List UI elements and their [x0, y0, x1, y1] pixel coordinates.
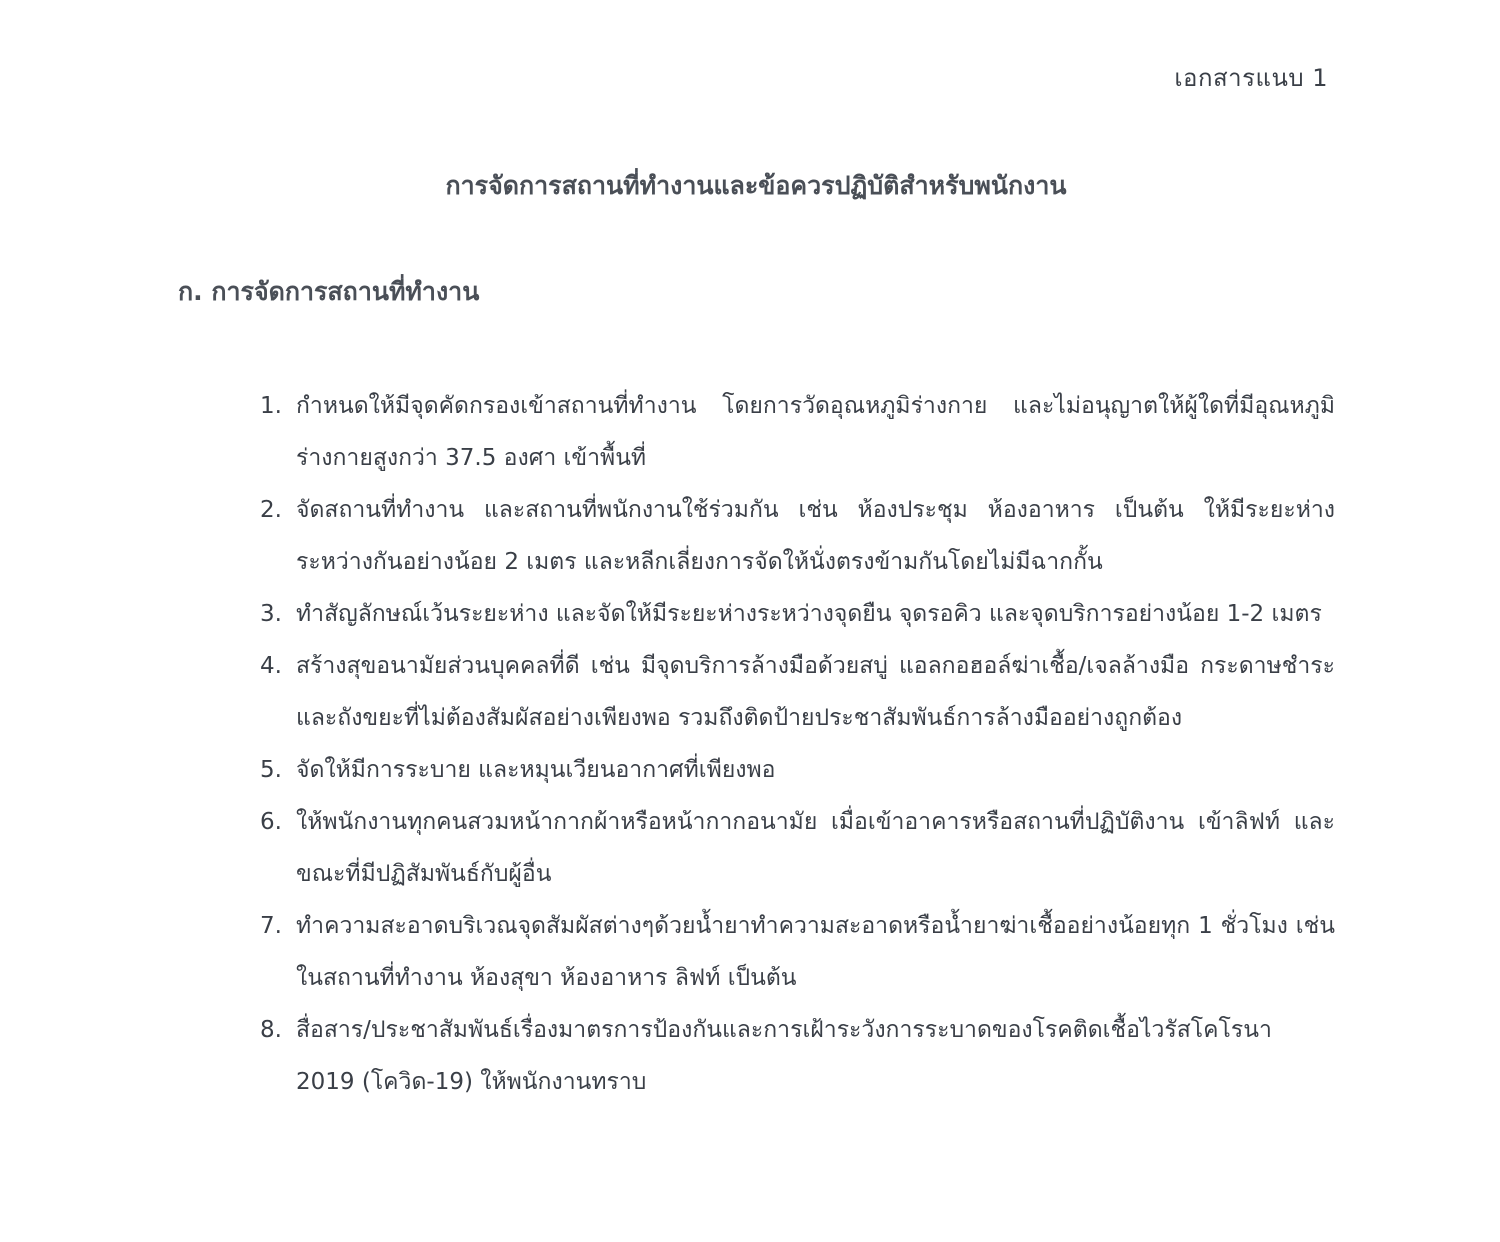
- list-item: [260, 1004, 1335, 1108]
- item-text: กำหนดให้มีจุดคัดกรองเข้าสถานที่ทำงาน โดยการวัดอุณหภูมิร่างกาย และไม่อนุญาตให้ผู้ใดที่มีอุณหภูมิร่างกายสูงกว่า 37.5 องศา เข้าพื้นที่: [296, 393, 1335, 471]
- item-number: 1.: [260, 393, 282, 419]
- item-number: 8.: [260, 1017, 282, 1043]
- list-item: [260, 484, 1335, 588]
- item-text: ทำความสะอาดบริเวณจุดสัมผัสต่างๆด้วยน้ำยาทำความสะอาดหรือน้ำยาฆ่าเชื้ออย่างน้อยทุก 1 ชั่วโมง เช่น ในสถานที่ทำงาน ห้องสุขา ห้องอาหาร ลิฟท์ เป็นต้น: [296, 913, 1335, 991]
- item-text: ทำสัญลักษณ์เว้นระยะห่าง และจัดให้มีระยะห่างระหว่างจุดยืน จุดรอคิว และจุดบริการอย่างน้อย 1-2 เมตร: [296, 601, 1322, 627]
- item-number: 5.: [260, 757, 282, 783]
- item-text: ให้พนักงานทุกคนสวมหน้ากากผ้าหรือหน้ากากอนามัย เมื่อเข้าอาคารหรือสถานที่ปฏิบัติงาน เข้าลิฟท์ และขณะที่มีปฏิสัมพันธ์กับผู้อื่น: [296, 809, 1335, 887]
- document-title: การจัดการสถานที่ทำงานและข้อควรปฏิบัติสำหรับพนักงาน: [445, 171, 1067, 200]
- list-item: [260, 744, 1335, 796]
- item-text: จัดให้มีการระบาย และหมุนเวียนอากาศที่เพียงพอ: [296, 757, 776, 783]
- item-number: 2.: [260, 497, 282, 523]
- item-number: 4.: [260, 653, 282, 679]
- list-item: [260, 900, 1335, 1004]
- list-item: [260, 796, 1335, 900]
- attachment-label: เอกสารแนบ 1: [1174, 64, 1328, 92]
- item-number: 7.: [260, 913, 282, 939]
- item-text: สร้างสุขอนามัยส่วนบุคคลที่ดี เช่น มีจุดบริการล้างมือด้วยสบู่ แอลกอฮอล์ฆ่าเชื้อ/เจลล้างมือ กระดาษชำระ และถังขยะที่ไม่ต้องสัมผัสอย่างเพียงพอ รวมถึงติดป้ายประชาสัมพันธ์การล้างมืออย่างถูกต้อง: [296, 653, 1335, 731]
- list-item: [260, 380, 1335, 484]
- item-text: สื่อสาร/ประชาสัมพันธ์เรื่องมาตรการป้องกันและการเฝ้าระวังการระบาดของโรคติดเชื้อไวรัสโคโรนา 2019 (โควิด-19) ให้พนักงานทราบ: [296, 1017, 1272, 1095]
- list-item: [260, 588, 1335, 640]
- workplace-measures-list: [260, 380, 1335, 1108]
- item-number: 3.: [260, 601, 282, 627]
- section-heading: ก. การจัดการสถานที่ทำงาน: [178, 277, 480, 306]
- item-number: 6.: [260, 809, 282, 835]
- item-text: จัดสถานที่ทำงาน และสถานที่พนักงานใช้ร่วมกัน เช่น ห้องประชุม ห้องอาหาร เป็นต้น ให้มีระยะห่างระหว่างกันอย่างน้อย 2 เมตร และหลีกเลี่ยงการจัดให้นั่งตรงข้ามกันโดยไม่มีฉากกั้น: [296, 497, 1335, 575]
- list-item: [260, 640, 1335, 744]
